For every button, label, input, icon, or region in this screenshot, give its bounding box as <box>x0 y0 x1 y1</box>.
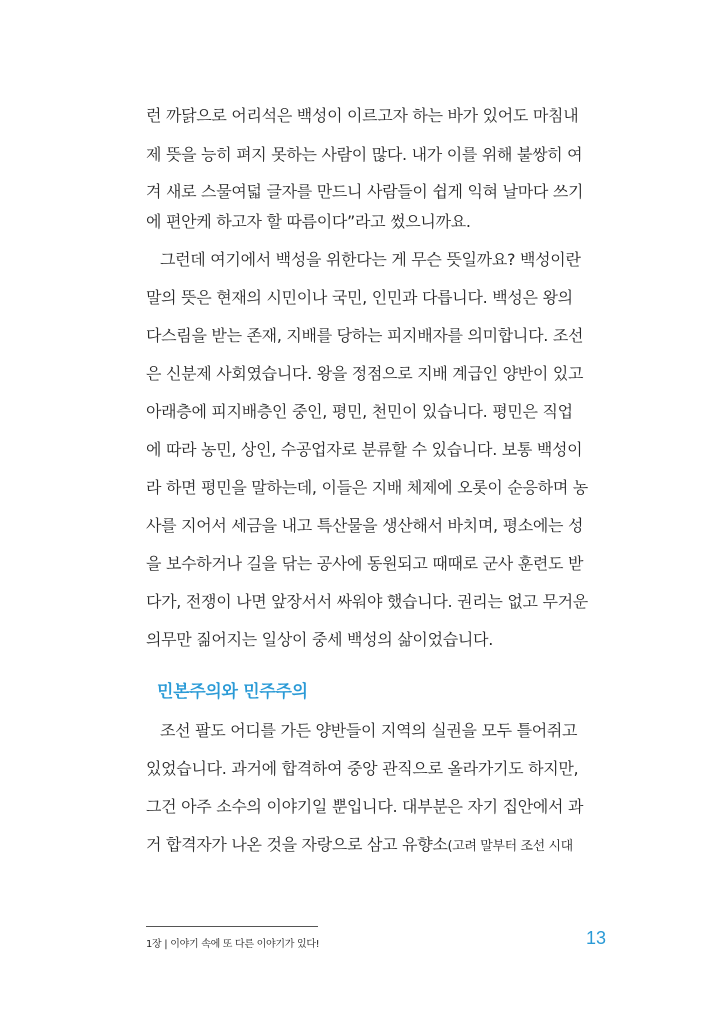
body-line: 그런데 여기에서 백성을 위한다는 게 무슨 뜻일까요? 백성이란 <box>160 250 581 269</box>
footer-divider <box>146 926 318 927</box>
body-line: 있었습니다. 과거에 합격하여 중앙 관직으로 올라가기도 하지만, <box>146 759 579 778</box>
body-line: 다스림을 받는 존재, 지배를 당하는 피지배자를 의미합니다. 조선 <box>146 326 584 345</box>
body-line: 제 뜻을 능히 펴지 못하는 사람이 많다. 내가 이를 위해 불쌍히 여 <box>146 145 583 164</box>
body-line: 을 보수하거나 길을 닦는 공사에 동원되고 때때로 군사 훈련도 받 <box>146 554 584 573</box>
body-line: 은 신분제 사회였습니다. 왕을 정점으로 지배 계급인 양반이 있고 <box>146 364 584 383</box>
body-line: 다가, 전쟁이 나면 앞장서서 싸워야 했습니다. 권리는 없고 무거운 <box>146 592 588 611</box>
body-line: 런 까닭으로 어리석은 백성이 이르고자 하는 바가 있어도 마침내 <box>146 106 579 125</box>
page-number: 13 <box>586 928 607 948</box>
body-line: 그건 아주 소수의 이야기일 뿐입니다. 대부분은 자기 집안에서 과 <box>146 797 584 816</box>
body-line: 의무만 짊어지는 일상이 중세 백성의 삶이었습니다. <box>146 630 493 649</box>
body-line-annotation: (고려 말부터 조선 시대 <box>447 839 573 854</box>
footer-chapter-title: 1장 | 이야기 속에 또 다른 이야기가 있다! <box>146 939 320 950</box>
body-line: 라 하면 평민을 말하는데, 이들은 지배 체제에 오롯이 순응하며 농 <box>146 478 588 497</box>
body-line-main: 거 합격자가 나온 것을 자랑으로 삼고 유향소 <box>146 835 448 854</box>
body-line: 에 따라 농민, 상인, 수공업자로 분류할 수 있습니다. 보통 백성이 <box>146 440 583 459</box>
body-line: 아래층에 피지배층인 중인, 평민, 천민이 있습니다. 평민은 직업 <box>146 402 573 421</box>
body-line: 사를 지어서 세금을 내고 특산물을 생산해서 바치며, 평소에는 성 <box>146 516 584 535</box>
body-line: 말의 뜻은 현재의 시민이나 국민, 인민과 다릅니다. 백성은 왕의 <box>146 288 573 307</box>
section-heading: 민본주의와 민주주의 <box>157 682 308 702</box>
body-line: 에 편안케 하고자 할 따름이다”라고 썼으니까요. <box>146 212 471 231</box>
body-line: 겨 새로 스물여덟 글자를 만드니 사람들이 쉽게 익혀 날마다 쓰기 <box>146 182 584 201</box>
body-line: 조선 팔도 어디를 가든 양반들이 지역의 실권을 모두 틀어쥐고 <box>160 721 578 740</box>
body-line <box>146 835 608 857</box>
